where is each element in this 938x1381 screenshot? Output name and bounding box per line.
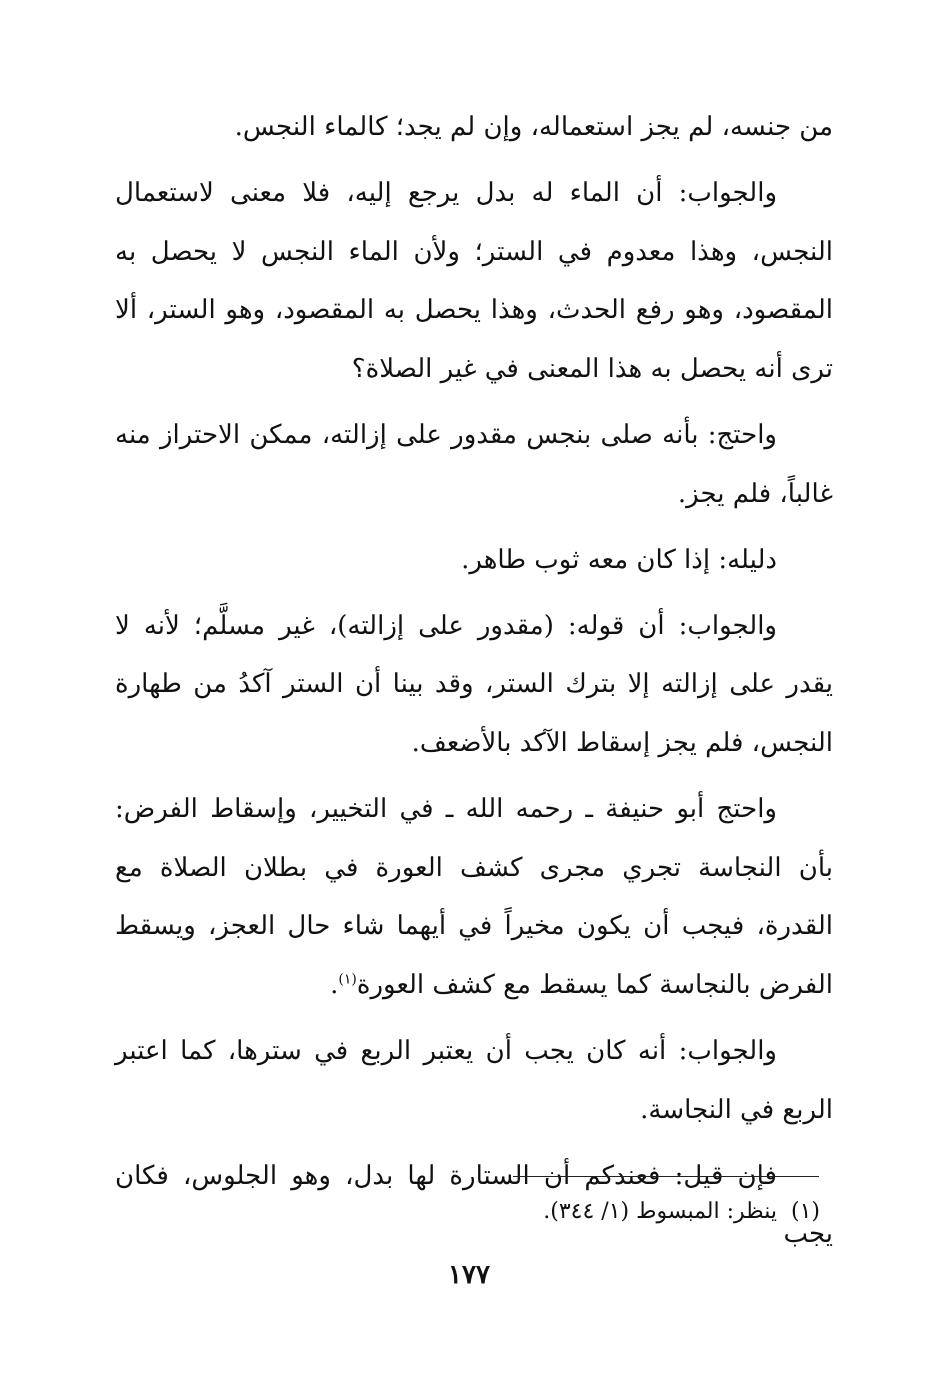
paragraph-1: من جنسه، لم يجز استعماله، وإن لم يجد؛ كالماء النجس. [234, 112, 833, 142]
paragraph-3: واحتج: بأنه صلى بنجس مقدور على إزالته، ممكن الاحتراز منه غالباً، فلم يجز. [115, 419, 833, 509]
footnote-text: ينظر: المبسوط (١/ ٣٤٤). [543, 1199, 777, 1224]
footnote [115, 1192, 820, 1232]
footnote-separator [513, 1176, 819, 1177]
paragraph-6-tail: . [330, 969, 339, 1000]
footnote-marker: (١) [790, 1199, 820, 1224]
footnote-reference[interactable]: (١) [338, 971, 357, 988]
paragraph-8: فإن قيل: فعندكم أن الستارة لها بدل، وهو الجلوس، فكان يجب [115, 1160, 833, 1250]
paragraph-6-text: واحتج أبو حنيفة ـ رحمه الله ـ في التخيير، وإسقاط الفرض: بأن النجاسة تجري مجرى كشف العورة في بطلان الصلاة مع القدرة، فيجب أن يكون مخيراً في أيهما شاء حال العجز، ويسقط الفرض بالنجاسة كما يسقط مع كشف العورة [115, 794, 833, 1000]
paragraph-2: والجواب: أن الماء له بدل يرجع إليه، فلا معنى لاستعمال النجس، وهذا معدوم في الستر؛ ولأن الماء النجس لا يحصل به المقصود، وهو رفع الحدث، وهذا يحصل به المقصود، وهو الستر، ألا ترى أنه يحصل به هذا المعنى في غير الصلاة؟ [115, 178, 833, 384]
paragraph-6 [115, 780, 833, 1014]
paragraph-5: والجواب: أن قوله: (مقدور على إزالته)، غير مسلَّم؛ لأنه لا يقدر على إزالته إلا بترك الستر، وقد بينا أن الستر آكدُ من طهارة النجس، فلم يجز إسقاط الآكد بالأضعف. [115, 610, 833, 758]
page-number: ١٧٧ [448, 1260, 490, 1290]
paragraph-4: دليله: إذا كان معه ثوب طاهر. [461, 544, 777, 575]
paragraph-7: والجواب: أنه كان يجب أن يعتبر الربع في سترها، كما اعتبر الربع في النجاسة. [115, 1035, 833, 1125]
main-text [115, 98, 833, 1271]
